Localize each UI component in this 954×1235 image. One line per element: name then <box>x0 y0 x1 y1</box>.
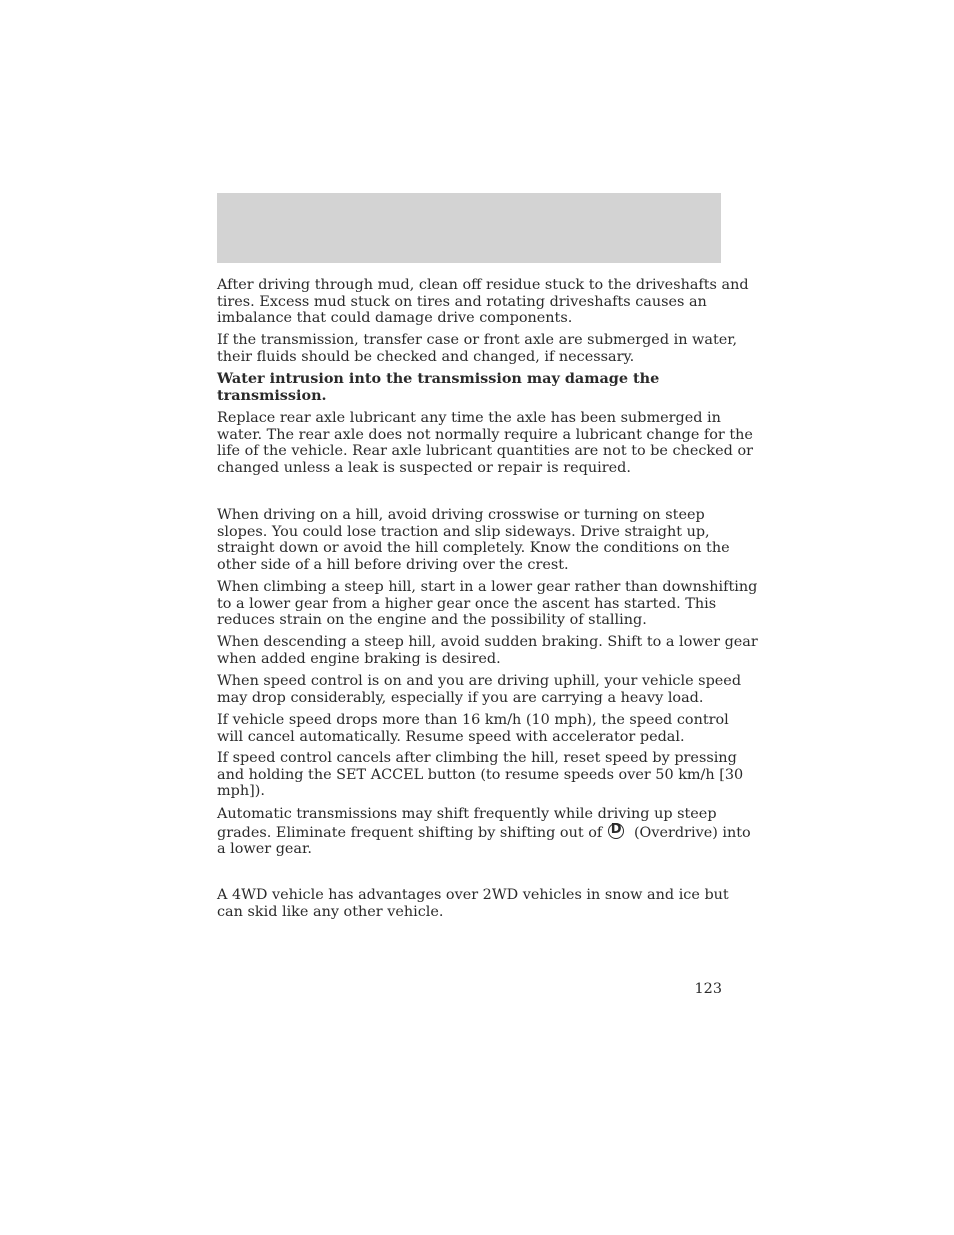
text-line: slopes. You could lose traction and slip sideways. Drive straight up, <box>217 523 710 540</box>
text-line: tires. Excess mud stuck on tires and rotating driveshafts causes an <box>217 293 707 310</box>
text-line: Replace rear axle lubricant any time the axle has been submerged in <box>217 410 721 426</box>
paragraph-4wd-snow-ice <box>217 887 729 920</box>
text-line <box>217 823 751 842</box>
text-line: water. The rear axle does not normally require a lubricant change for the <box>217 426 753 443</box>
text-line: changed unless a leak is suspected or repair is required. <box>217 459 631 476</box>
text-line: life of the vehicle. Rear axle lubricant quantities are not to be checked or <box>217 443 753 460</box>
paragraph-rear-axle-lubricant <box>217 410 753 476</box>
text-line: When driving on a hill, avoid driving crosswise or turning on steep <box>217 507 705 523</box>
text-line: When climbing a steep hill, start in a lower gear rather than downshifting <box>217 579 758 595</box>
paragraph-submerged-fluids <box>217 332 737 365</box>
text-line: Automatic transmissions may shift frequently while driving up steep <box>217 806 717 822</box>
text-line: reduces strain on the engine and the possibility of stalling. <box>217 612 647 629</box>
page-number: 123 <box>694 981 722 997</box>
text-line: when added engine braking is desired. <box>217 650 501 667</box>
text-segment: grades. Eliminate frequent shifting by shifting out of <box>217 824 603 841</box>
text-line: If speed control cancels after climbing the hill, reset speed by pressing <box>217 750 737 766</box>
text-line: mph]). <box>217 783 265 800</box>
text-segment: (Overdrive) into <box>633 824 751 841</box>
paragraph-descending-hill <box>217 634 758 667</box>
text-line: and holding the SET ACCEL button (to resume speeds over 50 km/h [30 <box>217 766 744 783</box>
paragraph-reset-speed <box>217 750 743 800</box>
text-line: will cancel automatically. Resume speed with accelerator pedal. <box>217 728 685 745</box>
paragraph-speed-drop-cancel <box>217 712 729 745</box>
text-line: After driving through mud, clean off residue stuck to the driveshafts and <box>217 277 749 293</box>
text-line: imbalance that could damage drive components. <box>217 310 573 327</box>
text-line: A 4WD vehicle has advantages over 2WD vehicles in snow and ice but <box>217 887 729 903</box>
text-line: If vehicle speed drops more than 16 km/h (10 mph), the speed control <box>217 712 729 728</box>
text-line: When speed control is on and you are driving uphill, your vehicle speed <box>217 673 742 689</box>
warning-water-intrusion <box>217 371 659 404</box>
overdrive-d-icon <box>608 823 624 839</box>
text-line: to a lower gear from a higher gear once the ascent has started. This <box>217 595 717 612</box>
paragraph-mud-residue <box>217 277 749 327</box>
text-line: When descending a steep hill, avoid sudden braking. Shift to a lower gear <box>217 634 758 650</box>
text-line: transmission. <box>217 386 327 404</box>
paragraph-hill-crosswise <box>217 507 730 573</box>
text-line: other side of a hill before driving over the crest. <box>217 556 569 573</box>
paragraph-climbing-hill <box>217 579 757 629</box>
paragraph-frequent-shifting <box>217 806 751 858</box>
text-line: If the transmission, transfer case or front axle are submerged in water, <box>217 332 738 348</box>
text-line: may drop considerably, especially if you are carrying a heavy load. <box>217 689 704 706</box>
header-band <box>217 193 721 263</box>
text-line: their fluids should be checked and changed, if necessary. <box>217 348 635 365</box>
paragraph-speed-control-uphill <box>217 673 741 706</box>
text-line: straight down or avoid the hill completely. Know the conditions on the <box>217 540 730 557</box>
text-line: a lower gear. <box>217 841 312 858</box>
text-line: can skid like any other vehicle. <box>217 903 444 920</box>
text-line: Water intrusion into the transmission may damage the <box>217 370 660 387</box>
